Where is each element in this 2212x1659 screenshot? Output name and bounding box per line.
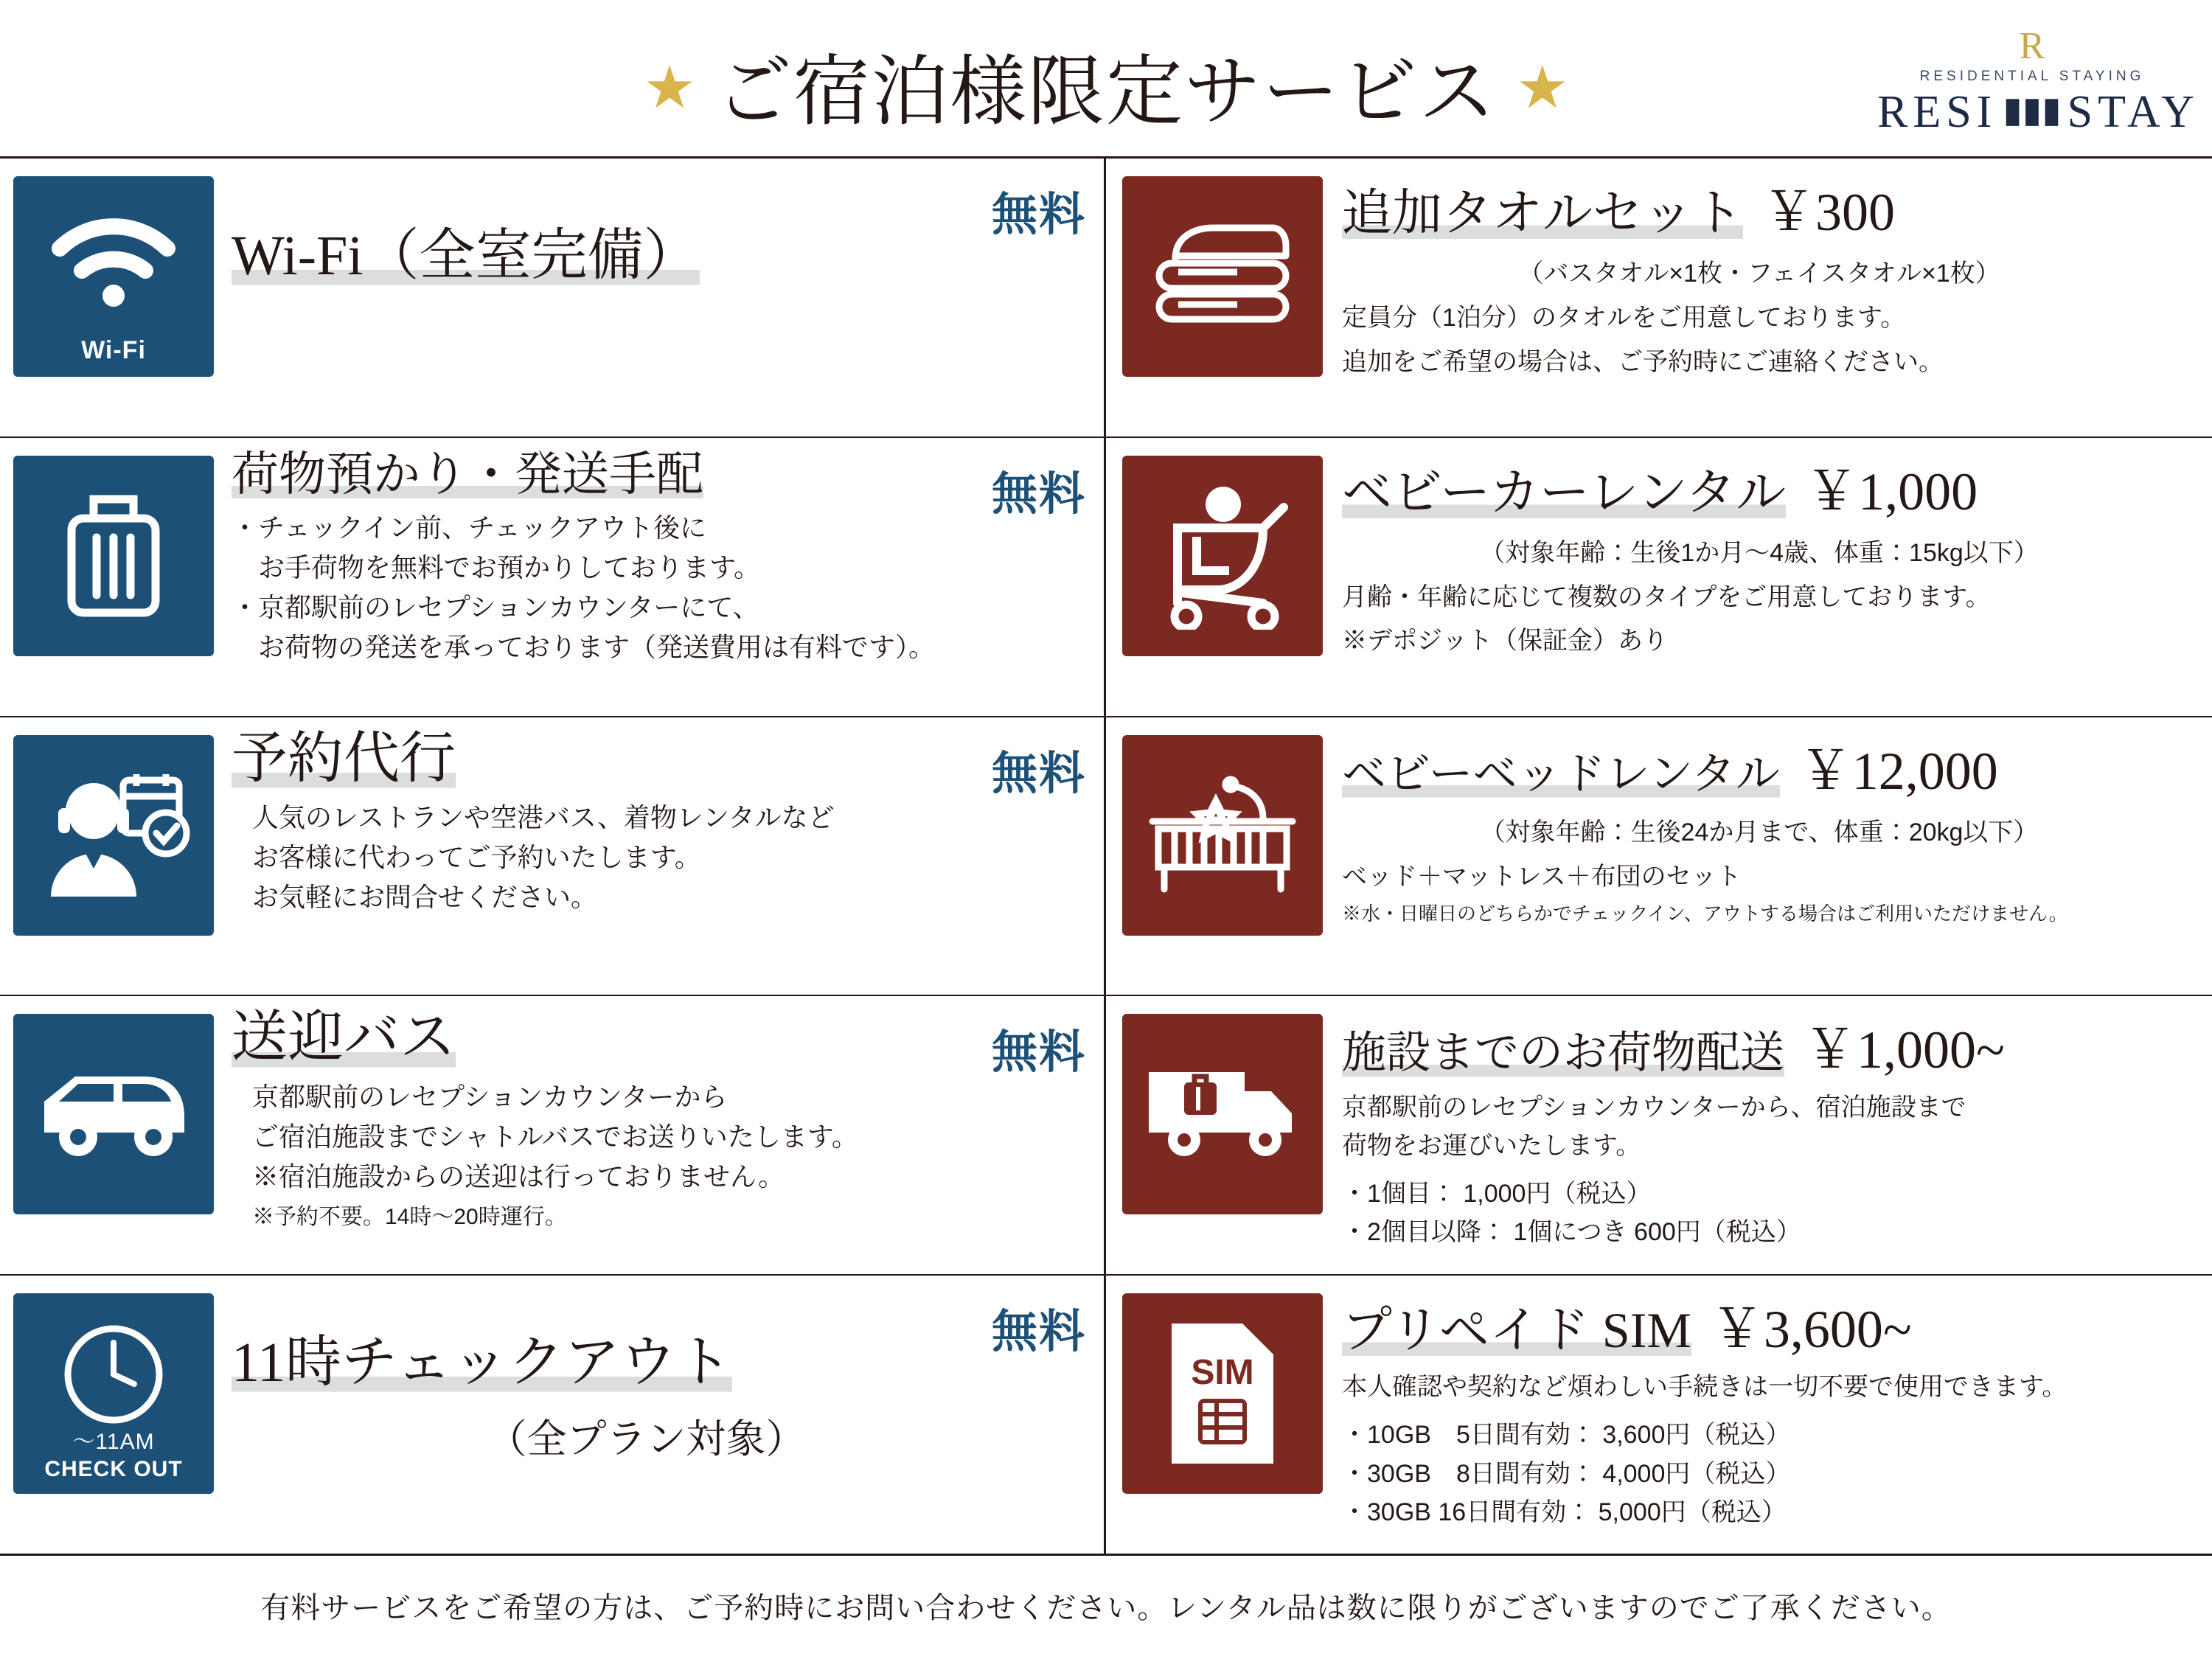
- checkout-tile-caption-time: 〜11AM: [72, 1430, 155, 1455]
- shuttle-text-block: [232, 1006, 1104, 1233]
- service-row-sim: [1106, 1276, 2212, 1554]
- luggage-detail-line-4: お荷物の発送を承っております（発送費用は有料です）。: [232, 632, 936, 663]
- footer-note-text: 有料サービスをご希望の方は、ご予約時にお問い合わせください。レンタル品は数に限りがございますのでご了承ください。: [260, 1591, 1952, 1624]
- baby-bed-icon: [1145, 773, 1300, 898]
- babybed-service-name: ベビーベッドレンタル: [1342, 749, 1780, 799]
- sim-service-name: プリペイド SIM: [1342, 1302, 1691, 1359]
- shuttle-detail-line-2: ご宿泊施設までシャトルバスでお送りいたします。: [252, 1121, 858, 1152]
- suitcase-icon: [58, 486, 169, 626]
- service-row-babybed: [1106, 717, 2212, 997]
- stroller-text-block: [1342, 448, 2212, 661]
- paid-services-column: [1106, 159, 2212, 1554]
- free-services-column: [0, 159, 1106, 1554]
- page-header: [0, 0, 2212, 156]
- delivery-service-name: 施設までのお荷物配送: [1342, 1029, 1784, 1078]
- shuttle-detail-line-1: 京都駅前のレセプションカウンターから: [252, 1081, 728, 1112]
- luggage-detail-line-3: ・京都駅前のレセプションカウンターにて、: [232, 592, 759, 623]
- sim-plan-item-3: ・30GB 16日間有効： 5,000円（税込）: [1342, 1498, 1787, 1527]
- towels-icon-tile: [1122, 176, 1323, 377]
- delivery-price: ￥1,000~: [1804, 1020, 2005, 1080]
- delivery-note-2: 荷物をお運びいたします。: [1342, 1132, 1641, 1161]
- stroller-icon: [1152, 482, 1293, 630]
- reservation-service-name: 予約代行: [232, 727, 456, 790]
- checkout-service-name: 11時チェックアウト: [232, 1332, 732, 1394]
- wifi-tile-caption: Wi-Fi: [81, 336, 146, 364]
- delivery-truck-icon: [1141, 1059, 1304, 1169]
- wifi-icon: [51, 216, 176, 312]
- reservation-detail-line-2: お客様に代わってご予約いたします。: [252, 841, 701, 872]
- checkout-price-badge: 無料: [991, 1307, 1086, 1358]
- sim-card-icon-tile: [1122, 1293, 1323, 1494]
- babybed-note-1: ベッド＋マットレス＋布団のセット: [1342, 862, 1742, 891]
- brand-tagline: RESIDENTIAL STAYING: [1919, 68, 2145, 84]
- checkout-subtitle: （全プラン対象）: [487, 1417, 806, 1462]
- shuttle-bus-icon-tile: [13, 1014, 214, 1214]
- service-row-wifi: [0, 159, 1104, 438]
- luggage-text-block: [232, 448, 1104, 668]
- towels-price: ￥300: [1762, 183, 1896, 242]
- towels-paren-note: （バスタオル×1枚・フェイスタオル×1枚）: [1518, 260, 2000, 288]
- delivery-note-1: 京都駅前のレセプションカウンターから、宿泊施設まで: [1342, 1093, 1966, 1122]
- wifi-price-badge: 無料: [991, 190, 1086, 240]
- service-row-reservation: [0, 717, 1104, 997]
- stroller-note-2: ※デポジット（保証金）あり: [1342, 627, 1668, 655]
- service-row-delivery: [1106, 996, 2212, 1276]
- stroller-service-name: ベビーカーレンタル: [1342, 464, 1787, 521]
- reservation-detail-line-3: お気軽にお問合せください。: [252, 881, 598, 912]
- delivery-text-block: [1342, 1006, 2212, 1252]
- checkout-text-block: [232, 1286, 1104, 1464]
- stroller-price: ￥1,000: [1805, 462, 1978, 521]
- service-row-towels: [1106, 159, 2212, 438]
- clock-icon-tile: [13, 1293, 214, 1494]
- towels-service-name: 追加タオルセット: [1342, 185, 1744, 241]
- sim-price: ￥3,600~: [1710, 1300, 1912, 1360]
- luggage-detail-line-2: お手荷物を無料でお預かりしております。: [232, 552, 761, 583]
- brand-bars-icon: ▮▮▮: [2003, 90, 2062, 130]
- shuttle-bus-icon: [32, 1059, 195, 1169]
- delivery-price-item-1: ・1個目： 1,000円（税込）: [1342, 1179, 1652, 1208]
- babybed-text-block: [1342, 728, 2212, 928]
- concierge-calendar-icon-tile: [13, 735, 214, 936]
- delivery-price-item-2: ・2個目以降： 1個につき 600円（税込）: [1342, 1218, 1801, 1247]
- towels-icon: [1149, 218, 1296, 335]
- shuttle-service-name: 送迎バス: [232, 1006, 456, 1069]
- shuttle-price-badge: 無料: [991, 1028, 1086, 1079]
- towels-note-2: 追加をご希望の場合は、ご予約時にご連絡ください。: [1342, 347, 1944, 376]
- svg-text:SIM: SIM: [1191, 1353, 1254, 1393]
- wifi-service-name: Wi-Fi（全室完備）: [232, 225, 700, 287]
- wifi-text-block: [232, 169, 1104, 288]
- concierge-calendar-icon: [36, 765, 191, 905]
- page-title-text: ご宿泊様限定サービス: [714, 50, 1497, 135]
- sim-note-1: 本人確認や契約など煩わしい手続きは一切不要で使用できます。: [1342, 1373, 2067, 1402]
- luggage-service-name: 荷物預かり・発送手配: [232, 448, 703, 501]
- shuttle-small-note: ※予約不要。14時〜20時運行。: [252, 1204, 567, 1229]
- brand-monogram: R: [2019, 25, 2045, 67]
- service-row-shuttle: [0, 996, 1104, 1276]
- wifi-icon-tile: [13, 176, 214, 377]
- delivery-truck-icon-tile: [1122, 1014, 1323, 1214]
- brand-wordmark-right: STAY: [2067, 86, 2199, 137]
- stroller-paren-note: （対象年齢：生後1か月〜4歳、体重：15kg以下）: [1480, 538, 2039, 567]
- sim-plan-item-2: ・30GB 8日間有効： 4,000円（税込）: [1342, 1459, 1791, 1488]
- clock-icon: [58, 1319, 169, 1430]
- service-row-luggage: [0, 438, 1104, 717]
- sim-plan-list: [1342, 1416, 2199, 1532]
- service-row-stroller: [1106, 438, 2212, 717]
- reservation-detail-line-1: 人気のレストランや空港バス、着物レンタルなど: [252, 801, 835, 832]
- brand-logo: [1877, 25, 2199, 139]
- star-icon-right: ★: [1516, 56, 1569, 121]
- brand-wordmark: [1877, 86, 2199, 139]
- service-row-checkout: [0, 1276, 1104, 1554]
- reservation-price-badge: 無料: [991, 748, 1086, 799]
- reservation-text-block: [232, 728, 1104, 917]
- checkout-tile-caption: CHECK OUT: [44, 1457, 183, 1482]
- towels-text-block: [1342, 169, 2212, 381]
- footer-note: [0, 1556, 2212, 1655]
- luggage-price-badge: 無料: [991, 469, 1086, 520]
- star-icon-left: ★: [643, 56, 696, 121]
- baby-bed-icon-tile: [1122, 735, 1323, 936]
- sim-card-icon: [1160, 1316, 1285, 1471]
- towels-note-1: 定員分（1泊分）のタオルをご用意しております。: [1342, 304, 1906, 332]
- services-grid: [0, 156, 2212, 1556]
- delivery-price-list: [1342, 1175, 2199, 1252]
- sim-text-block: [1342, 1286, 2212, 1532]
- shuttle-detail-line-3: ※宿泊施設からの送迎は行っておりません。: [252, 1161, 785, 1192]
- babybed-paren-note: （対象年齢：生後24か月まで、体重：20kg以下）: [1480, 818, 2039, 846]
- sim-plan-item-1: ・10GB 5日間有効： 3,600円（税込）: [1342, 1420, 1791, 1449]
- brand-wordmark-left: RESI: [1877, 86, 1997, 137]
- luggage-detail-line-1: ・チェックイン前、チェックアウト後に: [232, 512, 707, 543]
- babybed-tiny-note: ※水・日曜日のどちらかでチェックイン、アウトする場合はご利用いただけません。: [1342, 902, 2068, 925]
- suitcase-icon-tile: [13, 456, 214, 656]
- stroller-note-1: 月齢・年齢に応じて複数のタイプをご用意しております。: [1342, 582, 1991, 611]
- babybed-price: ￥12,000: [1798, 741, 1998, 801]
- stroller-icon-tile: [1122, 456, 1323, 656]
